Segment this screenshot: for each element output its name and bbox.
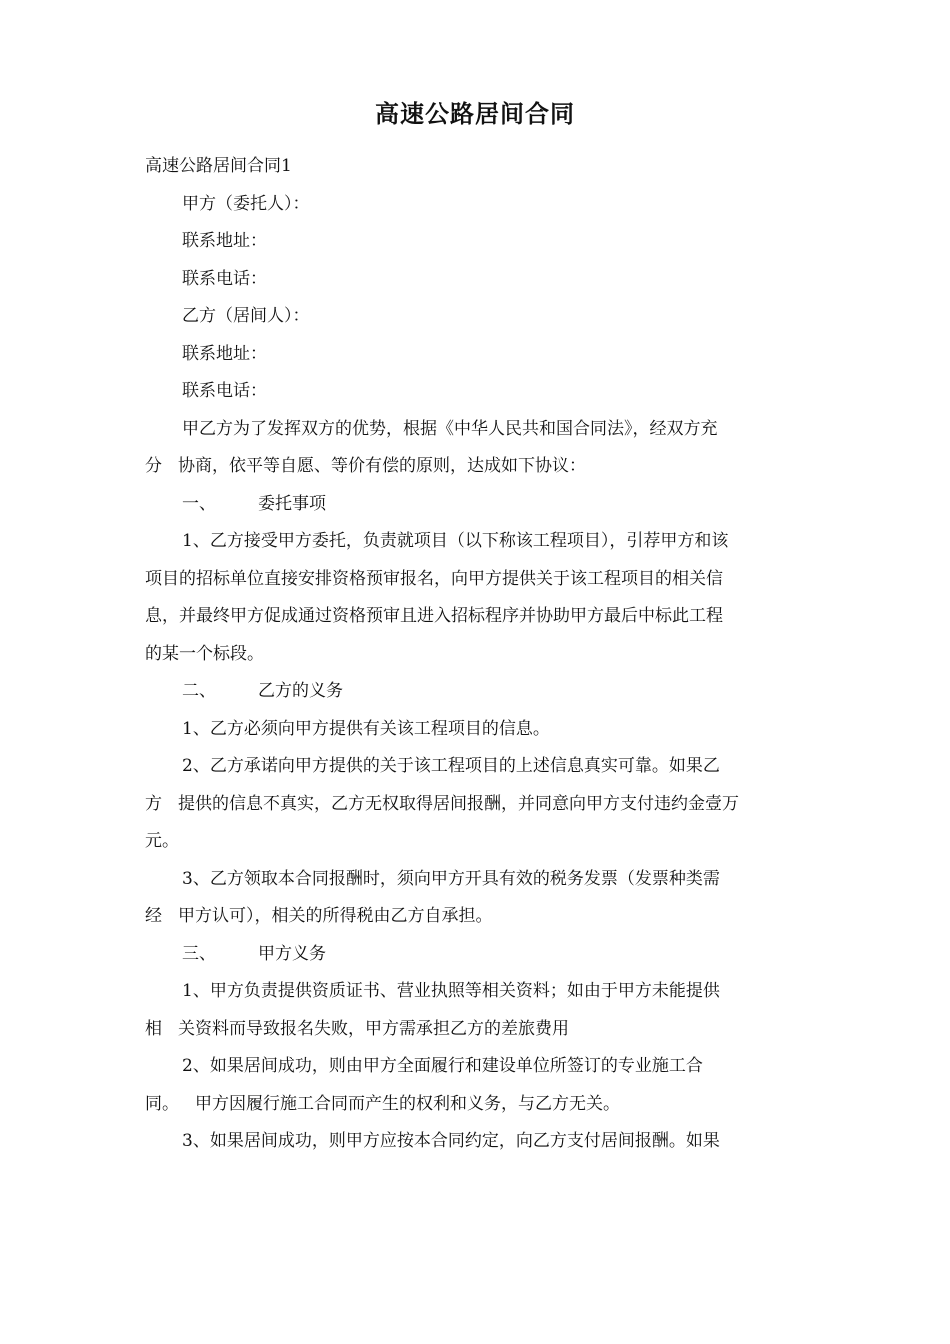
intro-text: 甲乙方为了发挥双方的优势，根据《中华人民共和国合同法》，经双方充 [182,418,718,439]
clause-line [145,1011,807,1049]
clause-line [145,898,807,936]
clause-line: 元。 [145,831,179,851]
section-title: 委托事项 [258,493,326,514]
document-body [145,148,807,1161]
party-b-phone-label: 联系电话： [182,381,267,401]
clause-line [145,1086,807,1124]
clause-text: 经 [145,906,162,926]
section-title: 甲方义务 [258,943,326,964]
clause-text: 相 [145,1018,162,1039]
section-title: 乙方的义务 [258,681,343,701]
section-heading [145,486,807,524]
clause-line: 2、如果居间成功，则由甲方全面履行和建设单位所签订的专业施工合 [182,1056,703,1076]
section-number: 三、 [182,943,216,964]
clause-text: 甲方认可），相关的所得税由乙方自承担。 [178,906,493,926]
contract-subtitle: 高速公路居间合同1 [145,156,292,176]
clause-line: 1、乙方接受甲方委托，负责就项目（以下称该工程项目），引荐甲方和该 [182,531,729,551]
party-a-phone-label: 联系电话： [182,268,267,289]
clause-line: 2、乙方承诺向甲方提供的关于该工程项目的上述信息真实可靠。如果乙 [182,756,720,776]
party-b-label: 乙方（居间人）： [182,306,310,326]
clause-line [145,786,807,824]
section-heading [145,936,807,974]
clause-line: 项目的招标单位直接安排资格预审报名，向甲方提供关于该工程项目的相关信 [145,568,723,589]
clause-line: 1、甲方负责提供资质证书、营业执照等相关资料；如由于甲方未能提供 [182,981,720,1001]
party-a-address-label: 联系地址： [182,231,267,251]
section-number: 二、 [182,681,216,701]
clause-line: 1、乙方必须向甲方提供有关该工程项目的信息。 [182,718,550,739]
section-number: 一、 [182,493,216,514]
section-heading [145,673,807,711]
document-title: 高速公路居间合同 [375,100,575,128]
clause-text: 方 [145,793,162,814]
clause-line: 3、如果居间成功，则甲方应按本合同约定，向乙方支付居间报酬。如果 [182,1131,720,1151]
intro-paragraph-line [145,448,807,486]
intro-text: 协商，依平等自愿、等价有偿的原则，达成如下协议： [178,456,586,476]
clause-text: 同。 [145,1093,179,1114]
party-a-label: 甲方（委托人）： [182,193,310,214]
clause-line: 的某一个标段。 [145,643,264,664]
clause-line: 3、乙方领取本合同报酬时，须向甲方开具有效的税务发票（发票种类需 [182,868,720,889]
intro-paragraph-line [145,411,807,449]
clause-text: 提供的信息不真实，乙方无权取得居间报酬，并同意向甲方支付违约金壹万 [178,793,739,814]
intro-text: 分 [145,456,162,476]
clause-text: 关资料而导致报名失败，甲方需承担乙方的差旅费用 [178,1018,569,1039]
clause-line: 息，并最终甲方促成通过资格预审且进入招标程序并协助甲方最后中标此工程 [145,606,723,626]
clause-text: 甲方因履行施工合同而产生的权利和义务，与乙方无关。 [195,1093,620,1114]
party-b-address-label: 联系地址： [182,343,267,364]
